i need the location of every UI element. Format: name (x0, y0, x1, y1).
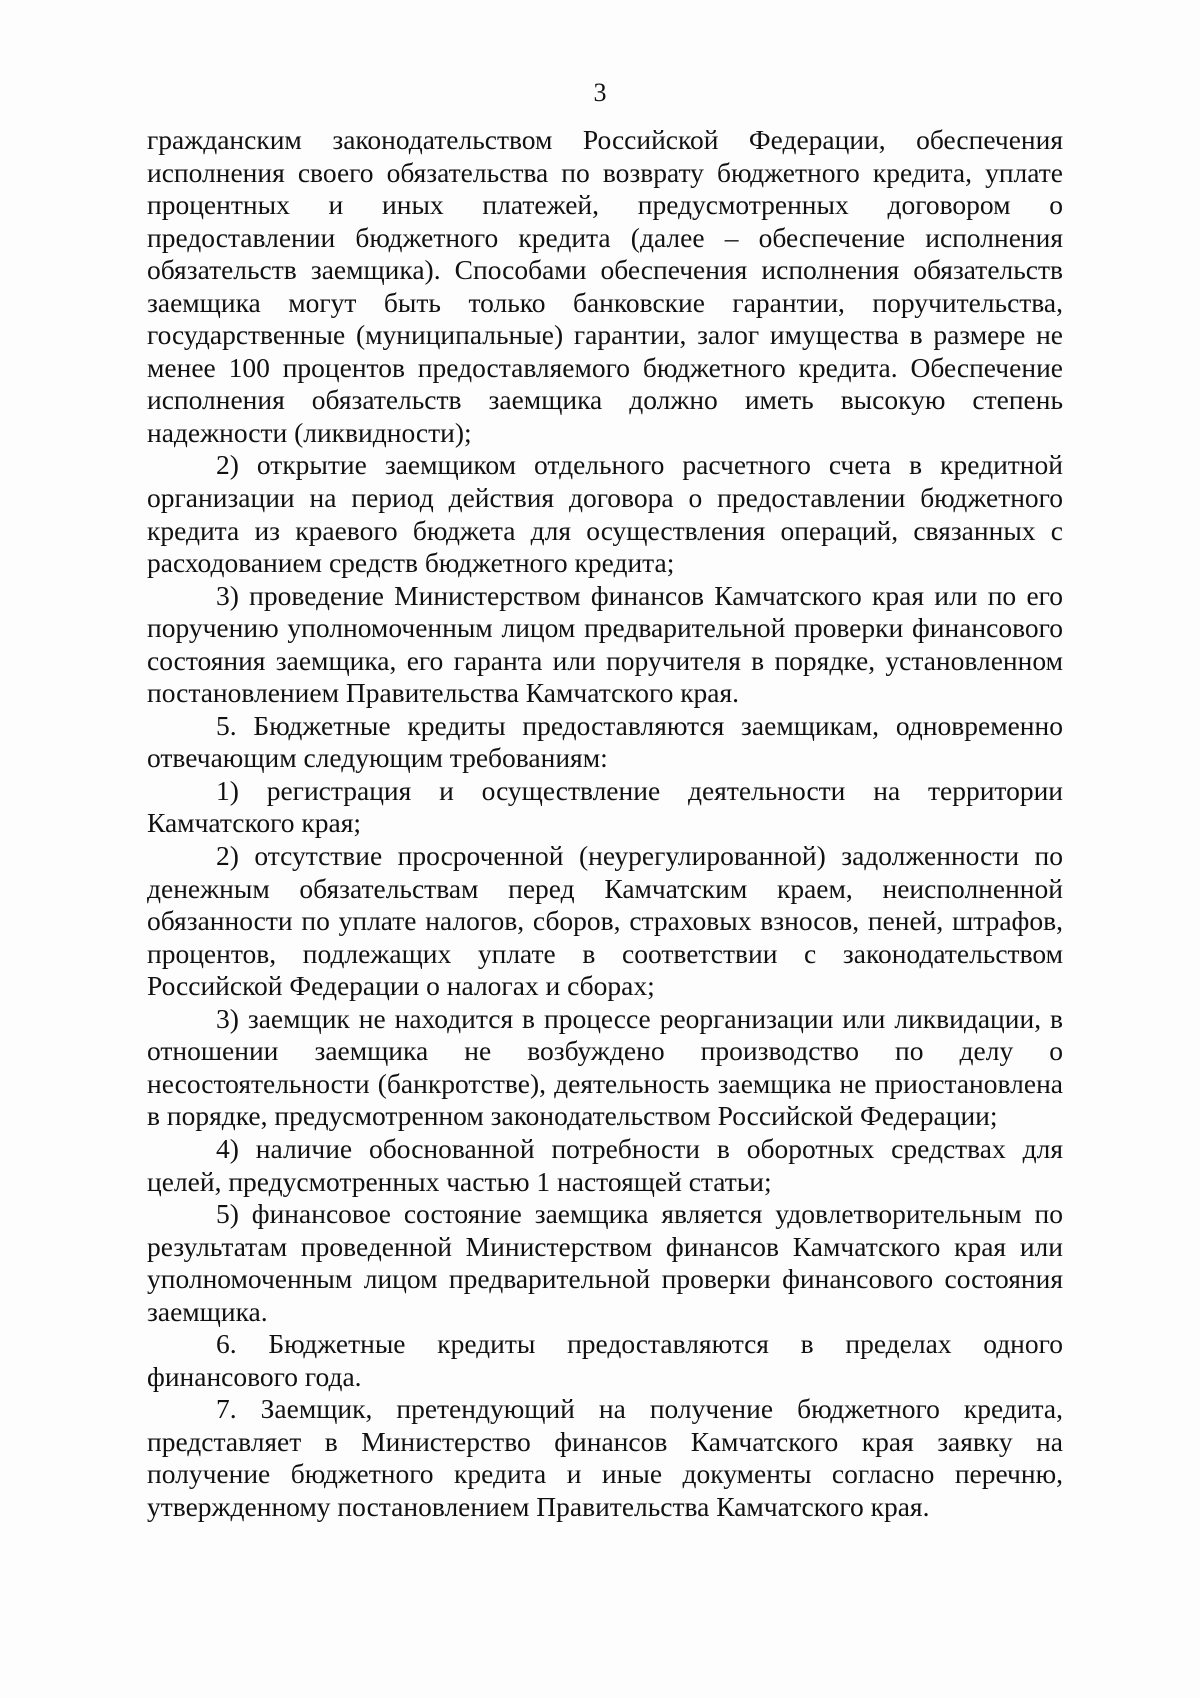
paragraph-section-7: 7. Заемщик, претендующий на получение бюджетного кредита, представляет в Министерство финансов Камчатского края заявку на получение бюджетного кредита и иные документы согласно перечню, утвержденному постановлением Правительства Камчатского края. (147, 1393, 1063, 1522)
document-body (147, 124, 1063, 1524)
paragraph-continuation: гражданским законодательством Российской Федерации, обеспечения исполнения своего обязательства по возврату бюджетного кредита, уплате процентных и иных платежей, предусмотренных договором о предоставлении бюджетного кредита (далее – обеспечение исполнения обязательств заемщика). Способами обеспечения исполнения обязательств заемщика могут быть только банковские гарантии, поручительства, государственные (муниципальные) гарантии, залог имущества в размере не менее 100 процентов предоставляемого бюджетного кредита. Обеспечение исполнения обязательств заемщика должно иметь высокую степень надежности (ликвидности); (147, 124, 1063, 448)
paragraph-requirement-4: 4) наличие обоснованной потребности в оборотных средствах для целей, предусмотренных частью 1 настоящей статьи; (147, 1132, 1063, 1197)
paragraph-item-3-audit: 3) проведение Министерством финансов Камчатского края или по его поручению уполномоченным лицом предварительной проверки финансового состояния заемщика, его гаранта или поручителя в порядке, установленном постановлением Правительства Камчатского края. (147, 579, 1063, 709)
page-number: 3 (593, 78, 607, 107)
paragraph-section-6: 6. Бюджетные кредиты предоставляются в пределах одного финансового года. (147, 1328, 1063, 1392)
paragraph-requirement-5: 5) финансовое состояние заемщика является удовлетворительным по результатам проведенной Министерством финансов Камчатского края или уполномоченным лицом предварительной проверки финансового состояния заемщика. (147, 1198, 1063, 1327)
paragraph-requirement-3: 3) заемщик не находится в процессе реорганизации или ликвидации, в отношении заемщика не возбуждено производство по делу о несостоятельности (банкротстве), деятельность заемщика не приостановлена в порядке, предусмотренном законодательством Российской Федерации; (147, 1002, 1063, 1132)
paragraph-section-5: 5. Бюджетные кредиты предоставляются заемщикам, одновременно отвечающим следующим требованиям: (147, 709, 1063, 774)
paragraph-item-2-account: 2) открытие заемщиком отдельного расчетного счета в кредитной организации на период действия договора о предоставлении бюджетного кредита из краевого бюджета для осуществления операций, связанных с расходованием средств бюджетного кредита; (147, 449, 1063, 579)
paragraph-requirement-1: 1) регистрация и осуществление деятельности на территории Камчатского края; (147, 774, 1063, 839)
paragraph-requirement-2: 2) отсутствие просроченной (неурегулированной) задолженности по денежным обязательствам перед Камчатским краем, неисполненной обязанности по уплате налогов, сборов, страховых взносов, пеней, штрафов, процентов, подлежащих уплате в соответствии с законодательством Российской Федерации о налогах и сборах; (147, 840, 1063, 1002)
